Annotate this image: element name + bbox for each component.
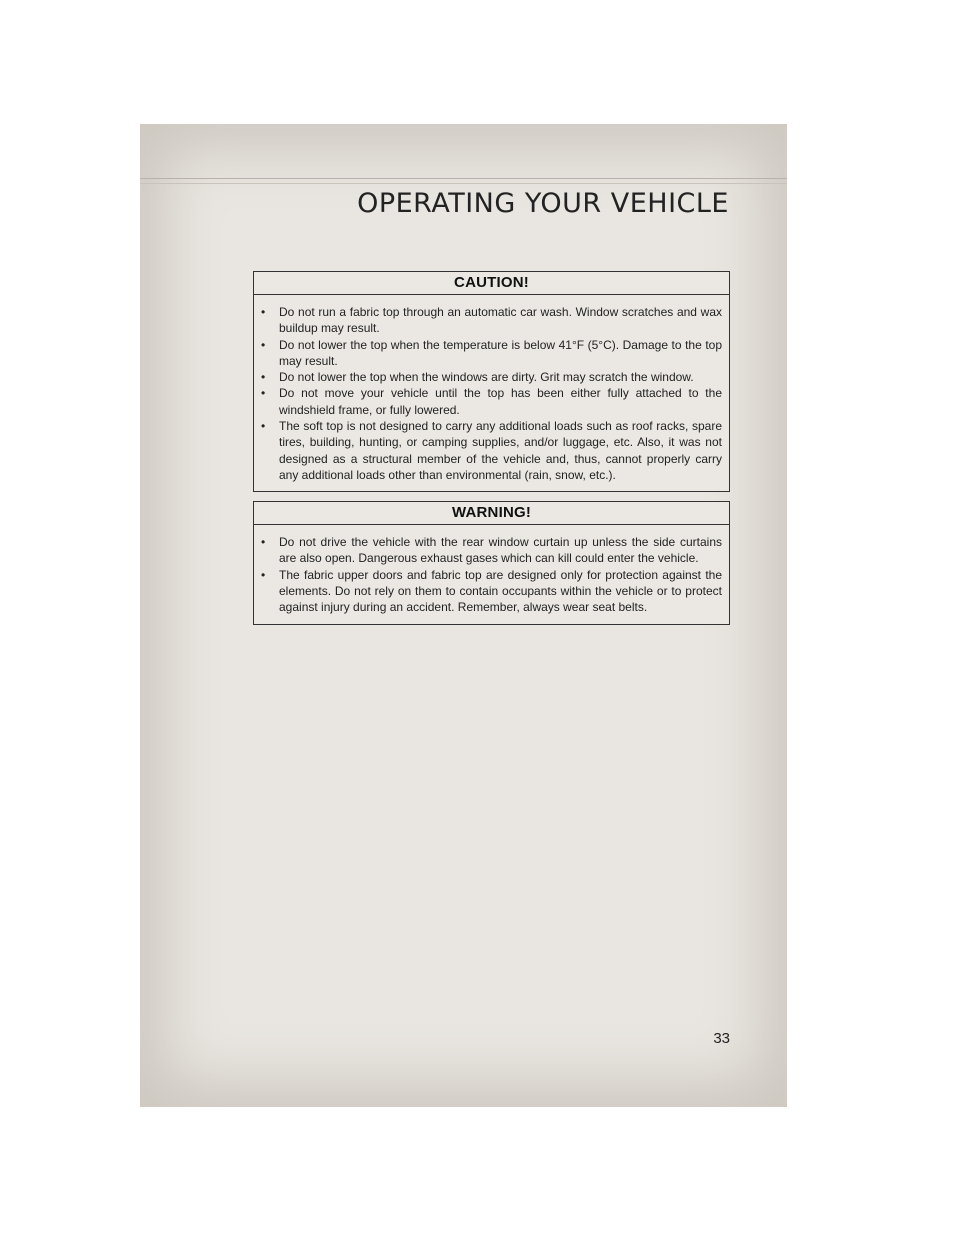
list-item xyxy=(261,385,722,418)
list-item-text: The fabric upper doors and fabric top are designed only for protection against the elements. Do not rely on them to contain occupants within the vehicle or to protect against injury during an accident. Remember, always wear seat belts. xyxy=(279,567,722,615)
page-number: 33 xyxy=(713,1030,730,1047)
list-item xyxy=(261,534,722,567)
list-item xyxy=(261,369,722,385)
list-item xyxy=(261,567,722,616)
caution-box xyxy=(253,271,730,492)
caution-heading: CAUTION! xyxy=(254,272,729,295)
list-item xyxy=(261,418,722,483)
list-item-text: Do not run a fabric top through an automatic car wash. Window scratches and wax buildup may result. xyxy=(279,305,722,336)
bullet: • xyxy=(261,567,266,582)
caution-list xyxy=(254,295,729,483)
list-item xyxy=(261,337,722,370)
list-item-text: Do not lower the top when the temperature is below 41°F (5°C). Damage to the top may result. xyxy=(279,337,722,368)
warning-list xyxy=(254,525,729,615)
warning-box xyxy=(253,501,730,625)
list-item-text: Do not drive the vehicle with the rear window curtain up unless the side curtains are also open. Dangerous exhaust gases which can kill could enter the vehicle. xyxy=(279,535,722,566)
header-rule xyxy=(140,178,787,179)
bullet: • xyxy=(261,337,266,352)
warning-heading: WARNING! xyxy=(254,502,729,525)
header-rule-secondary xyxy=(140,183,787,184)
manual-page xyxy=(140,124,787,1107)
list-item-text: Do not lower the top when the windows are dirty. Grit may scratch the window. xyxy=(279,370,694,385)
bullet: • xyxy=(261,370,266,385)
bullet: • xyxy=(261,535,266,549)
list-item xyxy=(261,304,722,337)
bullet: • xyxy=(261,419,266,434)
bullet: • xyxy=(261,386,266,401)
list-item-text: The soft top is not designed to carry any additional loads such as roof racks, spare tires, building, hunting, or camping supplies, and/or luggage, etc. Also, it was not designed as a structural member of the vehicle and, thus, cannot properly carry any additional loads other than environmental (rain, snow, etc.). xyxy=(279,419,722,482)
page-title: OPERATING YOUR VEHICLE xyxy=(357,188,729,219)
list-item-text: Do not move your vehicle until the top has been either fully attached to the windshield frame, or fully lowered. xyxy=(279,386,722,417)
bullet: • xyxy=(261,305,266,319)
